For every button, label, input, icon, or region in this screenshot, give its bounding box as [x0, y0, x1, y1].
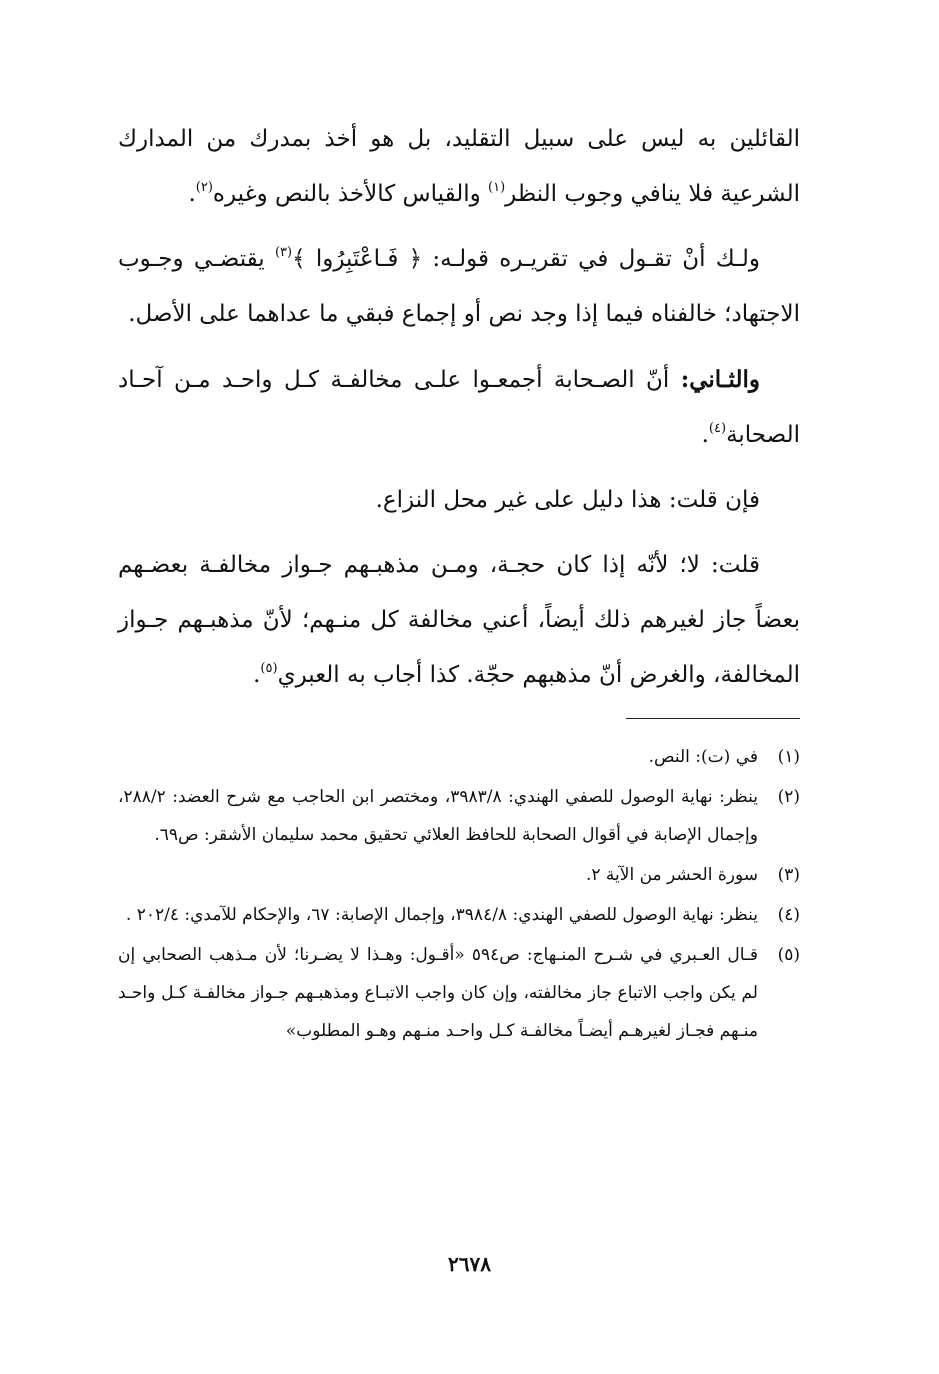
footnote-text: سورة الحشر من الآية ٢.: [585, 865, 758, 885]
footnote-number: (١): [777, 747, 800, 767]
footnote-text: ينظر: نهاية الوصول للصفي الهندي: ٣٩٨٤/٨، وإجمال الإصابة: ٦٧، والإحكام للآمدي: ٢٠٢/٤ .: [125, 905, 758, 925]
footnote-marker-3[interactable]: (٣): [274, 245, 293, 260]
footnote-marker-4[interactable]: (٤): [708, 421, 727, 436]
paragraph-2: [118, 232, 800, 342]
footnote-number: (٢): [777, 787, 800, 807]
paragraph-1: [118, 112, 800, 222]
footnote-number: (٤): [777, 905, 800, 925]
text-run: قلت: لا؛ لأنّه إذا كان حجـة، ومـن مذهبـهم جـواز مخالفـة بعضـهم بعضاً جاز لغيرهم ذلك أيضاً، أعني مخالفة كل منـهم؛ لأنّ مذهبـهم جـواز المخالفة، والغرض أنّ مذهبهم حجّة. كذا أجاب به العبري: [118, 552, 800, 688]
text-run: ولـك أنْ تقـول في تقريـره قولـه: ﴿ فَـاعْتَبِرُوا ﴾: [292, 246, 760, 272]
text-run: القائلين به ليس على سبيل التقليد، بل هو أخذ بمدرك من المدارك الشرعية: [118, 126, 800, 207]
paragraph-5: [118, 538, 800, 703]
text-run: يقتضـي وجـوب الاجتهاد؛ خالفناه فيما إذا وجد نص أو إجماع فبقي ما عداهما على الأصل.: [118, 246, 800, 327]
footnote-marker-1[interactable]: (١): [488, 180, 506, 195]
footnote-2: [118, 778, 800, 854]
footnote-number: (٣): [777, 865, 800, 885]
paragraph-4: فإن قلت: هذا دليل على غير محل النزاع.: [375, 487, 760, 513]
footnote-marker-5[interactable]: (٥): [260, 661, 278, 676]
footnote-1: [118, 738, 800, 776]
text-run: أنّ الصـحابة أجمعـوا علـى مخالفـة كـل واحـد مـن آحـاد الصحابة: [118, 367, 800, 448]
footnote-4: [118, 896, 800, 934]
footnote-number: (٥): [777, 945, 800, 965]
text-run: .: [701, 422, 709, 448]
paragraph-3: [118, 352, 800, 463]
footnote-text: في (ت): النص.: [648, 747, 758, 767]
text-run: والقياس كالأخذ بالنص وغيره: [212, 181, 489, 207]
text-run: فلا ينافي وجوب النظر: [505, 181, 714, 207]
main-text: [118, 112, 800, 713]
footnote-separator: [626, 718, 800, 719]
footnote-3: [118, 856, 800, 894]
footnote-marker-2[interactable]: (٢): [195, 180, 213, 195]
text-run: .: [188, 181, 196, 207]
footnote-text: ينظر: نهاية الوصول للصفي الهندي: ٣٩٨٣/٨، ومختصر ابن الحاجب مع شرح العضد: ٢٨٨/٢، وإجمال الإصابة في أقوال الصحابة للحافظ العلائي تحقيق محمد سليمان الأشقر: ص٦٩.: [118, 787, 758, 845]
text-run: .: [253, 662, 261, 688]
footnote-text: قـال العـبري في شـرح المنـهاج: ص٥٩٤ «أقـول: وهـذا لا يضـرنا؛ لأن مـذهب الصحابي إن لم يكن واجب الاتباع جاز مخالفته، وإن كان واجب الاتبـاع ومذهبـهم جـواز مخالفـة كـل واحـد منـهم فجـاز لغيرهـم أيضـاً مخالفـة كـل واحـد منـهم وهـو المطلوب»: [118, 945, 758, 1041]
page-number: ٢٦٧٨: [448, 1252, 491, 1276]
paragraph-label: والثـاني:: [680, 366, 760, 393]
footnotes: [118, 738, 800, 1052]
footnote-5: [118, 936, 800, 1050]
